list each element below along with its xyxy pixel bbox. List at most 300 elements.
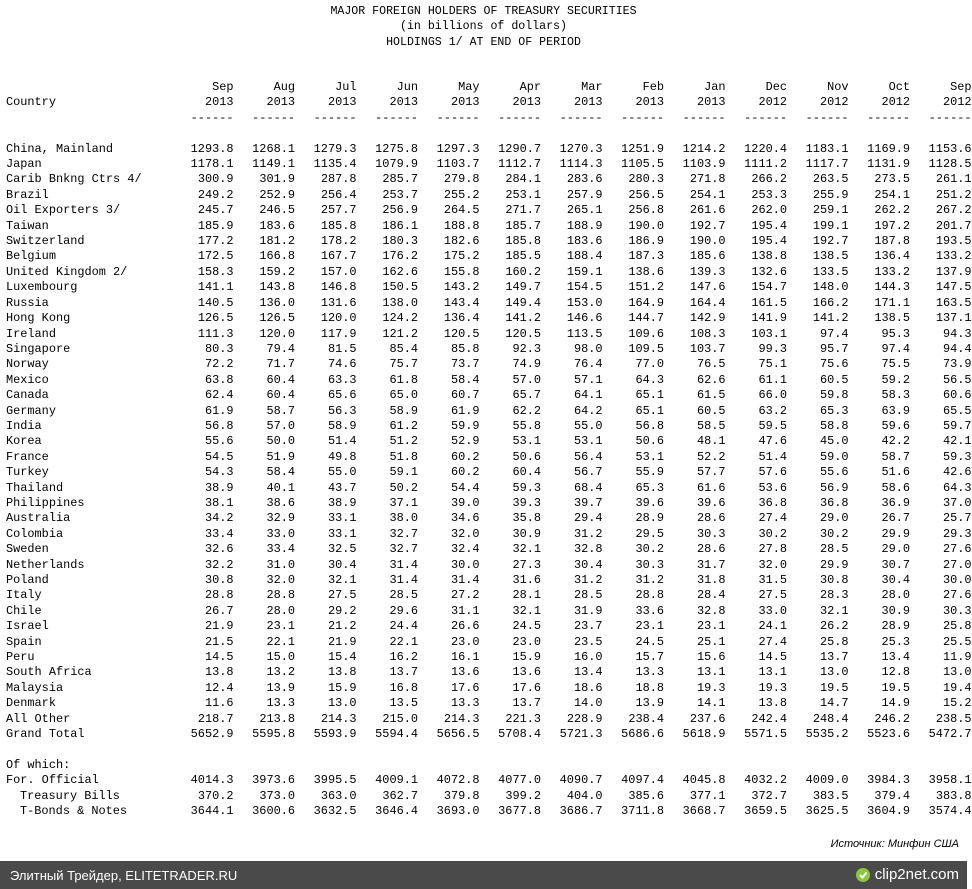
value-cell: 29.5 — [635, 526, 664, 541]
value-cell: 31.0 — [266, 557, 295, 572]
table-row — [6, 712, 972, 727]
dash-spacer — [6, 111, 172, 126]
value-cell: 5594.4 — [375, 727, 418, 742]
value-cell: 248.4 — [812, 711, 849, 726]
value-cell: 32.1 — [512, 542, 541, 557]
value-cell: 52.9 — [450, 434, 480, 449]
value-cell: 3711.8 — [621, 804, 664, 819]
country-cell: Brazil — [6, 187, 49, 202]
value-cell: 19.5 — [881, 680, 910, 695]
value-cell: 66.0 — [758, 388, 787, 403]
value-cell: 27.8 — [758, 542, 787, 557]
value-cell: 28.9 — [635, 511, 664, 526]
header-row-dashes — [6, 111, 972, 126]
value-cell: 1251.9 — [621, 141, 664, 156]
value-cell: 13.7 — [819, 650, 849, 665]
value-cell: 120.5 — [505, 326, 541, 341]
value-cell: 21.2 — [327, 619, 357, 634]
value-cell: 109.5 — [628, 341, 664, 356]
value-cell: 271.7 — [505, 203, 541, 218]
value-cell: 50.6 — [512, 449, 541, 464]
table-row — [6, 696, 972, 711]
value-cell: 195.4 — [751, 218, 787, 233]
value-cell: 144.3 — [874, 280, 910, 295]
value-cell: 39.6 — [635, 495, 664, 510]
value-cell: 188.4 — [566, 249, 603, 264]
value-cell: 56.7 — [573, 465, 603, 480]
value-cell: 3686.7 — [559, 804, 603, 819]
value-cell: 13.7 — [512, 696, 541, 711]
country-cell: Luxembourg — [6, 280, 78, 295]
value-cell: 32.0 — [450, 526, 480, 541]
value-cell: 124.2 — [382, 311, 418, 326]
header-spacer — [6, 80, 172, 95]
table-row — [6, 665, 972, 680]
value-cell: 30.8 — [819, 573, 849, 587]
value-cell: 29.9 — [819, 557, 849, 572]
value-cell: 64.3 — [635, 372, 664, 387]
value-cell: 32.0 — [266, 573, 295, 587]
value-cell: 13.1 — [758, 665, 787, 680]
value-cell: 60.2 — [450, 449, 480, 464]
value-cell: 185.8 — [505, 234, 541, 249]
table-row — [6, 357, 972, 372]
value-cell: 24.5 — [635, 634, 664, 649]
clip2net-logo-icon — [855, 867, 871, 883]
column-dash: ------ — [375, 110, 418, 125]
column-year: 2013 — [266, 95, 295, 110]
value-cell: 3973.6 — [252, 773, 295, 788]
value-cell: 146.6 — [566, 311, 603, 326]
country-cell: For. Official — [6, 773, 99, 788]
column-dash: ------ — [559, 110, 603, 125]
value-cell: 13.8 — [758, 696, 787, 711]
value-cell: 1114.3 — [559, 157, 603, 172]
value-cell: 95.3 — [881, 326, 910, 341]
value-cell: 73.7 — [450, 357, 480, 372]
column-month: Aug — [273, 80, 295, 94]
value-cell: 52.2 — [696, 449, 726, 464]
value-cell: 23.5 — [573, 634, 603, 649]
table-row — [6, 558, 972, 573]
country-cell: Thailand — [6, 480, 64, 495]
value-cell: 53.1 — [635, 449, 664, 464]
value-cell: 19.3 — [758, 680, 787, 695]
value-cell: 75.5 — [881, 357, 910, 372]
value-cell: 32.6 — [204, 542, 234, 557]
value-cell: 266.2 — [751, 172, 787, 187]
value-cell: 85.8 — [450, 341, 480, 356]
value-cell: 256.8 — [628, 203, 664, 218]
value-cell: 5593.9 — [313, 727, 357, 742]
value-cell: 186.1 — [382, 218, 418, 233]
value-cell: 5618.9 — [682, 727, 726, 742]
value-cell: 13.8 — [204, 665, 234, 680]
value-cell: 164.9 — [628, 295, 664, 310]
table-row — [6, 681, 972, 696]
value-cell: 132.6 — [751, 264, 787, 279]
value-cell: 16.0 — [573, 650, 603, 665]
column-month: Sep — [950, 80, 972, 94]
value-cell: 3984.3 — [867, 773, 910, 788]
value-cell: 56.9 — [819, 480, 849, 495]
value-cell: 50.2 — [389, 480, 418, 495]
value-cell: 58.4 — [266, 465, 295, 480]
value-cell: 51.9 — [266, 449, 295, 464]
country-cell: Oil Exporters 3/ — [6, 203, 121, 218]
value-cell: 30.2 — [635, 542, 664, 557]
country-cell: Russia — [6, 295, 49, 310]
value-cell: 97.4 — [819, 326, 849, 341]
value-cell: 133.5 — [812, 264, 849, 279]
column-month: May — [458, 80, 480, 94]
value-cell: 257.9 — [566, 187, 603, 202]
value-cell: 79.4 — [266, 341, 295, 356]
value-cell: 56.8 — [635, 418, 664, 433]
value-cell: 3604.9 — [867, 804, 910, 819]
value-cell: 61.8 — [389, 372, 418, 387]
value-cell: 255.2 — [443, 187, 480, 202]
value-cell: 3625.5 — [805, 804, 849, 819]
value-cell: 62.2 — [512, 403, 541, 418]
value-cell: 301.9 — [259, 172, 295, 187]
value-cell: 185.9 — [197, 218, 234, 233]
value-cell: 31.2 — [573, 573, 603, 587]
column-year: 2012 — [942, 95, 972, 110]
value-cell: 32.1 — [512, 603, 541, 618]
value-cell: 28.6 — [696, 542, 726, 557]
footer-bar — [0, 861, 967, 889]
value-cell: 246.2 — [874, 711, 910, 726]
column-month: Nov — [827, 80, 849, 94]
value-cell: 3995.5 — [313, 773, 357, 788]
value-cell: 1268.1 — [252, 141, 295, 156]
value-cell: 4072.8 — [436, 773, 480, 788]
value-cell: 261.6 — [689, 203, 726, 218]
value-cell: 5652.9 — [190, 727, 234, 742]
country-cell: Colombia — [6, 526, 64, 541]
value-cell: 159.1 — [566, 264, 603, 279]
value-cell: 42.2 — [881, 434, 910, 449]
value-cell: 60.5 — [696, 403, 726, 418]
table-row — [6, 373, 972, 388]
value-cell: 71.7 — [266, 357, 295, 372]
value-cell: 254.1 — [689, 187, 726, 202]
value-cell: 28.1 — [512, 588, 541, 603]
value-cell: 185.6 — [689, 249, 726, 264]
value-cell: 32.7 — [389, 526, 418, 541]
value-cell: 99.3 — [758, 341, 787, 356]
column-dash: ------ — [252, 110, 295, 125]
value-cell: 1149.1 — [252, 157, 295, 172]
value-cell: 53.1 — [512, 434, 541, 449]
value-cell: 28.4 — [696, 588, 726, 603]
value-cell: 131.6 — [320, 295, 357, 310]
value-cell: 138.0 — [382, 295, 418, 310]
country-cell: Treasury Bills — [20, 788, 120, 803]
value-cell: 57.0 — [266, 418, 295, 433]
table-row — [6, 527, 972, 542]
value-cell: 61.5 — [696, 388, 726, 403]
value-cell: 31.4 — [389, 557, 418, 572]
source-note: Источник: Минфин США — [830, 838, 959, 850]
value-cell: 31.1 — [450, 603, 480, 618]
value-cell: 15.4 — [327, 650, 357, 665]
value-cell: 121.2 — [382, 326, 418, 341]
value-cell: 28.0 — [266, 603, 295, 618]
value-cell: 103.1 — [751, 326, 787, 341]
value-cell: 32.1 — [819, 603, 849, 618]
value-cell: 280.3 — [628, 172, 664, 187]
value-cell: 26.7 — [204, 603, 234, 618]
value-cell: 271.8 — [689, 172, 726, 187]
value-cell: 377.1 — [689, 788, 726, 803]
value-cell: 1290.7 — [498, 141, 541, 156]
value-cell: 14.9 — [881, 696, 910, 711]
value-cell: 51.6 — [881, 465, 910, 480]
value-cell: 5472.7 — [928, 727, 972, 742]
value-cell: 51.4 — [758, 449, 787, 464]
value-cell: 11.9 — [942, 650, 972, 665]
value-cell: 257.7 — [320, 203, 357, 218]
column-year: 2013 — [635, 95, 664, 110]
value-cell: 5686.6 — [621, 727, 664, 742]
value-cell: 30.4 — [881, 573, 910, 587]
header-row-year — [6, 95, 972, 110]
value-cell: 5708.4 — [498, 727, 541, 742]
country-cell: Chile — [6, 603, 42, 618]
value-cell: 201.7 — [935, 218, 972, 233]
of-which-table-row — [6, 804, 972, 819]
value-cell: 27.5 — [327, 588, 357, 603]
value-cell: 242.4 — [751, 711, 787, 726]
country-cell: Turkey — [6, 465, 49, 480]
value-cell: 1275.8 — [375, 141, 418, 156]
value-cell: 59.8 — [819, 388, 849, 403]
value-cell: 177.2 — [197, 234, 234, 249]
value-cell: 13.0 — [942, 665, 972, 680]
value-cell: 197.2 — [874, 218, 910, 233]
column-year: 2013 — [389, 95, 418, 110]
value-cell: 187.3 — [628, 249, 664, 264]
value-cell: 33.1 — [327, 526, 357, 541]
value-cell: 185.8 — [320, 218, 357, 233]
value-cell: 57.7 — [696, 465, 726, 480]
value-cell: 383.5 — [812, 788, 849, 803]
value-cell: 254.1 — [874, 187, 910, 202]
country-cell: Mexico — [6, 372, 49, 387]
value-cell: 58.5 — [696, 418, 726, 433]
value-cell: 92.3 — [512, 341, 541, 356]
column-month: Mar — [581, 80, 603, 94]
country-column-header: Country — [6, 95, 56, 110]
value-cell: 140.5 — [197, 295, 234, 310]
value-cell: 150.5 — [382, 280, 418, 295]
value-cell: 25.1 — [696, 634, 726, 649]
value-cell: 149.7 — [505, 280, 541, 295]
value-cell: 5571.5 — [744, 727, 787, 742]
value-cell: 30.7 — [881, 557, 910, 572]
value-cell: 53.6 — [758, 480, 787, 495]
value-cell: 68.4 — [573, 480, 603, 495]
value-cell: 249.2 — [197, 187, 234, 202]
value-cell: 30.9 — [512, 526, 541, 541]
country-cell: Taiwan — [6, 218, 49, 233]
table-row — [6, 573, 972, 588]
value-cell: 273.5 — [874, 172, 910, 187]
holdings-table — [6, 80, 972, 820]
value-cell: 176.2 — [382, 249, 418, 264]
value-cell: 17.6 — [450, 680, 480, 695]
value-cell: 29.0 — [819, 511, 849, 526]
value-cell: 27.4 — [758, 511, 787, 526]
value-cell: 3958.1 — [928, 773, 972, 788]
value-cell: 24.5 — [512, 619, 541, 634]
value-cell: 138.5 — [874, 311, 910, 326]
value-cell: 1153.6 — [928, 141, 972, 156]
country-cell: Australia — [6, 511, 71, 526]
value-cell: 51.8 — [389, 449, 418, 464]
value-cell: 139.3 — [689, 264, 726, 279]
value-cell: 126.5 — [259, 311, 295, 326]
value-cell: 22.1 — [389, 634, 418, 649]
value-cell: 13.8 — [327, 665, 357, 680]
country-cell: Spain — [6, 634, 42, 649]
value-cell: 16.1 — [450, 650, 480, 665]
value-cell: 21.9 — [327, 634, 357, 649]
value-cell: 143.8 — [259, 280, 295, 295]
value-cell: 59.2 — [881, 372, 910, 387]
value-cell: 49.8 — [327, 449, 357, 464]
table-row — [6, 650, 972, 665]
column-dash: ------ — [190, 110, 234, 125]
value-cell: 256.9 — [382, 203, 418, 218]
value-cell: 37.1 — [389, 495, 418, 510]
value-cell: 1112.7 — [498, 157, 541, 172]
value-cell: 14.5 — [758, 650, 787, 665]
value-cell: 65.1 — [635, 388, 664, 403]
value-cell: 267.2 — [935, 203, 972, 218]
value-cell: 58.7 — [266, 403, 295, 418]
value-cell: 85.4 — [389, 341, 418, 356]
value-cell: 256.4 — [320, 187, 357, 202]
column-year: 2012 — [881, 95, 910, 110]
value-cell: 1270.3 — [559, 141, 603, 156]
value-cell: 151.2 — [628, 280, 664, 295]
value-cell: 45.0 — [819, 434, 849, 449]
value-cell: 399.2 — [505, 788, 541, 803]
value-cell: 55.9 — [635, 465, 664, 480]
value-cell: 136.4 — [443, 311, 480, 326]
country-cell: Italy — [6, 588, 42, 603]
value-cell: 259.1 — [812, 203, 849, 218]
value-cell: 183.6 — [566, 234, 603, 249]
value-cell: 15.9 — [327, 680, 357, 695]
value-cell: 14.5 — [204, 650, 234, 665]
value-cell: 1220.4 — [744, 141, 787, 156]
value-cell: 252.9 — [259, 187, 295, 202]
value-cell: 147.6 — [689, 280, 726, 295]
value-cell: 164.4 — [689, 295, 726, 310]
value-cell: 148.0 — [812, 280, 849, 295]
value-cell: 28.9 — [881, 619, 910, 634]
value-cell: 94.3 — [942, 326, 972, 341]
table-row — [6, 496, 972, 511]
column-dash: ------ — [313, 110, 357, 125]
value-cell: 33.0 — [758, 603, 787, 618]
value-cell: 30.3 — [635, 557, 664, 572]
country-cell: Korea — [6, 434, 42, 449]
value-cell: 76.4 — [573, 357, 603, 372]
value-cell: 30.0 — [450, 557, 480, 572]
value-cell: 5523.6 — [867, 727, 910, 742]
value-cell: 221.3 — [505, 711, 541, 726]
value-cell: 1128.5 — [928, 157, 972, 172]
value-cell: 15.9 — [512, 650, 541, 665]
value-cell: 253.1 — [505, 187, 541, 202]
value-cell: 58.7 — [881, 449, 910, 464]
value-cell: 120.0 — [320, 311, 357, 326]
value-cell: 146.8 — [320, 280, 357, 295]
value-cell: 21.9 — [204, 619, 234, 634]
value-cell: 262.0 — [751, 203, 787, 218]
value-cell: 59.3 — [512, 480, 541, 495]
value-cell: 136.4 — [874, 249, 910, 264]
value-cell: 141.1 — [197, 280, 234, 295]
value-cell: 72.2 — [204, 357, 234, 372]
value-cell: 214.3 — [320, 711, 357, 726]
value-cell: 182.6 — [443, 234, 480, 249]
value-cell: 39.0 — [450, 495, 480, 510]
value-cell: 13.7 — [389, 665, 418, 680]
value-cell: 187.8 — [874, 234, 910, 249]
value-cell: 1214.2 — [682, 141, 726, 156]
column-month: Jun — [396, 80, 418, 94]
value-cell: 31.4 — [389, 573, 418, 587]
value-cell: 113.5 — [566, 326, 603, 341]
country-cell: Philippines — [6, 495, 85, 510]
value-cell: 178.2 — [320, 234, 357, 249]
value-cell: 285.7 — [382, 172, 418, 187]
country-cell: Peru — [6, 650, 35, 665]
of-which-table-row — [6, 773, 972, 788]
value-cell: 195.4 — [751, 234, 787, 249]
value-cell: 167.7 — [320, 249, 357, 264]
value-cell: 154.5 — [566, 280, 603, 295]
value-cell: 30.9 — [881, 603, 910, 618]
value-cell: 186.9 — [628, 234, 664, 249]
value-cell: 3693.0 — [436, 804, 480, 819]
value-cell: 283.6 — [566, 172, 603, 187]
value-cell: 14.1 — [696, 696, 726, 711]
column-dash: ------ — [928, 110, 972, 125]
value-cell: 58.8 — [819, 418, 849, 433]
value-cell: 126.5 — [197, 311, 234, 326]
value-cell: 33.4 — [204, 526, 234, 541]
value-cell: 192.7 — [689, 218, 726, 233]
value-cell: 58.4 — [450, 372, 480, 387]
value-cell: 65.6 — [327, 388, 357, 403]
value-cell: 55.0 — [573, 418, 603, 433]
value-cell: 65.7 — [512, 388, 541, 403]
footer-brand[interactable] — [855, 866, 959, 883]
value-cell: 16.8 — [389, 680, 418, 695]
value-cell: 40.1 — [266, 480, 295, 495]
value-cell: 1297.3 — [436, 141, 480, 156]
value-cell: 27.0 — [942, 557, 972, 572]
value-cell: 133.2 — [874, 264, 910, 279]
value-cell: 171.1 — [874, 295, 910, 310]
